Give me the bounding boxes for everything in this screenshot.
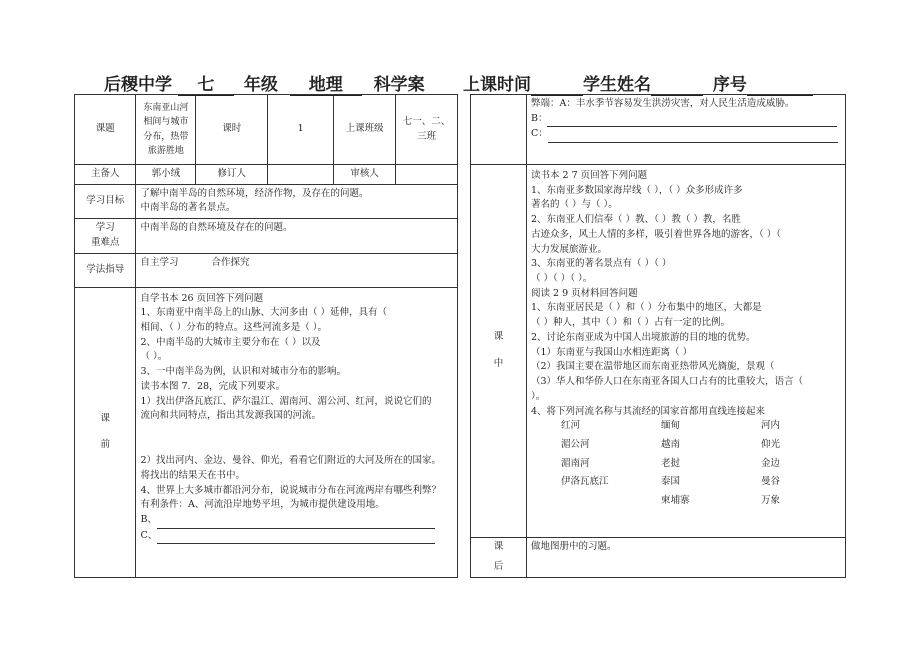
method-b: 合作探究 — [211, 256, 250, 268]
pre-line: 读书本图 7．28，完成下列要求。 — [140, 380, 286, 392]
mid-line: 古迹众多，风土人情的多样，吸引着世界各地的游客，（ ）（ — [531, 228, 782, 240]
key-value: 中南半岛的自然环境及存在的问题。 — [136, 219, 458, 253]
pre-line: 有利条件：A、河流沿岸地势平坦，为城市提供建设用地。 — [140, 499, 385, 511]
mid-line: 阅读 2 9 页材料回答问题 — [531, 287, 638, 299]
mid-line: 1、东南亚多数国家海岸线（ ），（ ）众多形成许多 — [531, 184, 743, 196]
plan-label: 科学案 — [373, 75, 425, 95]
goal-line-1: 了解中南半岛的自然环境，经济作物，及存在的问题。 — [140, 187, 369, 199]
topic-label: 课题 — [75, 95, 136, 165]
pre-line: 1）找出伊洛瓦底江、萨尔温江、湄南河、湄公河、红河，说说它们的 — [140, 395, 432, 407]
drawback-b-line[interactable] — [547, 112, 837, 128]
subject-value: 地理 — [290, 70, 362, 96]
right-table — [470, 94, 846, 578]
match-country[interactable]: 越南 — [661, 438, 681, 450]
pre-line: 自学书本 26 页回答下列问题 — [140, 292, 264, 304]
post-label-2: 后 — [493, 561, 504, 573]
drawback-c-label: C： — [531, 128, 548, 140]
reviewer-label: 审核人 — [334, 165, 396, 185]
drawback-a: 弊端：A：丰水季节容易发生洪涝灾害，对人民生活造成威胁。 — [531, 98, 795, 109]
pre-line: 1、东南亚中南半岛上的山脉、大河多由（ ）延伸，具有（ — [140, 307, 388, 319]
mid-line: 著名的（ ）与（ ）。 — [531, 199, 618, 211]
pre-b-row — [140, 513, 453, 529]
mid-line: （3）华人和华侨人口在东南亚各国人口占有的比重较大，语言（ — [531, 376, 804, 388]
pre-line: 4、世界上大多城市都沿河分布，说说城市分布在河流两岸有哪些利弊？ — [140, 484, 441, 496]
pre-line: （ ）。 — [140, 351, 168, 363]
pre-label-1: 课 — [100, 412, 110, 424]
after-class-content: 做地图册中的习题。 — [527, 537, 846, 577]
period-value: 1 — [268, 95, 334, 165]
post-label-1: 课 — [493, 540, 504, 552]
period-label: 课时 — [196, 95, 268, 165]
method-label: 学法指导 — [75, 253, 136, 287]
drawback-b-label: B： — [531, 112, 548, 124]
key-label — [75, 219, 136, 253]
grade-label: 年级 — [243, 75, 278, 95]
pre-c-row — [140, 529, 453, 545]
mid-line: （ ）（ ）（ ）。 — [531, 273, 593, 285]
mid-line: 4、将下列河流名称与其流经的国家首都用直线连接起来 — [531, 405, 766, 417]
mid-line: 2、东南亚人们信奉（ ）教、（ ）教（ ）教，名胜 — [531, 214, 741, 226]
reviewer-value — [396, 165, 458, 185]
match-capital[interactable]: 万象 — [761, 495, 781, 507]
name-field[interactable] — [651, 75, 703, 96]
left-table — [74, 94, 458, 578]
mid-line: 读书本 2 7 页回答下列问题 — [531, 170, 648, 181]
mid-line: （ ）种人，其中（ ）和（ ）占有一定的比例。 — [531, 317, 731, 329]
class-label: 上课班级 — [334, 95, 396, 165]
mid-line: 2、讨论东南亚成为中国人出境旅游的目的地的优势。 — [531, 331, 756, 343]
matching-grid — [561, 419, 841, 509]
match-river[interactable]: 伊洛瓦底江 — [561, 476, 609, 488]
goal-content — [136, 184, 458, 218]
right-top-label — [471, 95, 527, 165]
match-river[interactable]: 湄公河 — [561, 438, 590, 450]
match-country[interactable]: 缅甸 — [661, 420, 681, 432]
match-capital[interactable]: 河内 — [761, 420, 781, 432]
mid-line: ）。 — [531, 390, 546, 402]
pre-b-line[interactable] — [157, 513, 435, 529]
drawback-b-row — [531, 112, 841, 128]
reviser-value — [268, 165, 334, 185]
right-top-content — [527, 95, 846, 165]
mid-line: 1、东南亚居民是（ ）和（ ）分布集中的地区，大都是 — [531, 302, 762, 314]
pre-line: 3、一中南半岛为例，认识和对城市分布的影响。 — [140, 366, 346, 378]
match-river[interactable]: 红河 — [561, 420, 581, 432]
in-class-content — [527, 165, 846, 538]
drawback-c-row — [531, 127, 841, 143]
mid-label-2: 中 — [493, 357, 504, 369]
pre-line: 流向和共同特点，指出其发源我国的河流。 — [140, 410, 321, 422]
pre-class-content — [136, 287, 458, 577]
goal-line-2: 中南半岛的著名景点。 — [140, 202, 236, 214]
pre-line: 相间、（ ）分布的特点。这些河流多是（ ）。 — [140, 322, 327, 334]
pre-line: 2、中南半岛的大城市主要分布在（ ）以及 — [140, 336, 321, 348]
match-capital[interactable]: 仰光 — [761, 438, 781, 450]
preparer-label: 主备人 — [75, 165, 136, 185]
match-capital[interactable]: 曼谷 — [761, 476, 781, 488]
reviser-label: 修订人 — [196, 165, 268, 185]
key-label-1: 学习 — [95, 222, 115, 234]
match-capital[interactable]: 金边 — [761, 457, 781, 469]
topic-value: 东南亚山河相间与城市分布，热带旅游胜地 — [136, 95, 196, 165]
match-river-empty — [561, 494, 661, 509]
header-right — [463, 70, 813, 96]
name-label: 学生姓名 — [583, 75, 651, 95]
match-country[interactable]: 柬埔寨 — [661, 495, 690, 507]
in-class-label — [471, 165, 527, 538]
match-river[interactable]: 湄南河 — [561, 457, 590, 469]
seq-label: 序号 — [712, 75, 747, 95]
after-class-label — [471, 537, 527, 577]
pre-class-label — [75, 287, 136, 577]
pre-c-label: C、 — [140, 529, 158, 541]
pre-c-line[interactable] — [157, 529, 435, 545]
goal-label: 学习目标 — [75, 184, 136, 218]
seq-field[interactable] — [747, 75, 813, 96]
pre-line-blank — [140, 424, 453, 454]
grade-value: 七 — [178, 70, 234, 96]
key-label-2: 重难点 — [90, 236, 120, 248]
mid-label-1: 课 — [493, 331, 504, 343]
mid-line: 3、东南亚的著名景点有（ ）（ ） — [531, 258, 672, 270]
pre-line: 将找出的结果天在书中。 — [140, 469, 245, 481]
mid-line: （1）东南亚与我国山水相连距离（ ） — [531, 346, 693, 358]
time-label: 上课时间 — [463, 75, 531, 95]
match-country[interactable]: 泰国 — [661, 476, 681, 488]
mid-line: （2）我国主要在温带地区而东南亚热带风光旖旎，景观（ — [531, 361, 775, 373]
method-content — [136, 253, 458, 287]
header-left — [104, 70, 425, 96]
pre-b-label: B、 — [140, 513, 157, 525]
match-country[interactable]: 老挝 — [661, 457, 681, 469]
pre-line: 2）找出河内、金边、曼谷、仰光，看看它们附近的大河及所在的国家。 — [140, 455, 441, 467]
time-field[interactable] — [531, 75, 583, 96]
pre-label-2: 前 — [100, 439, 110, 451]
drawback-c-line[interactable] — [548, 127, 838, 143]
preparer-value: 郭小绒 — [136, 165, 196, 185]
school-name: 后稷中学 — [104, 75, 172, 95]
class-value: 七一、二、三班 — [396, 95, 458, 165]
mid-line: 大力发展旅游业。 — [531, 243, 608, 255]
method-a: 自主学习 — [140, 256, 179, 268]
